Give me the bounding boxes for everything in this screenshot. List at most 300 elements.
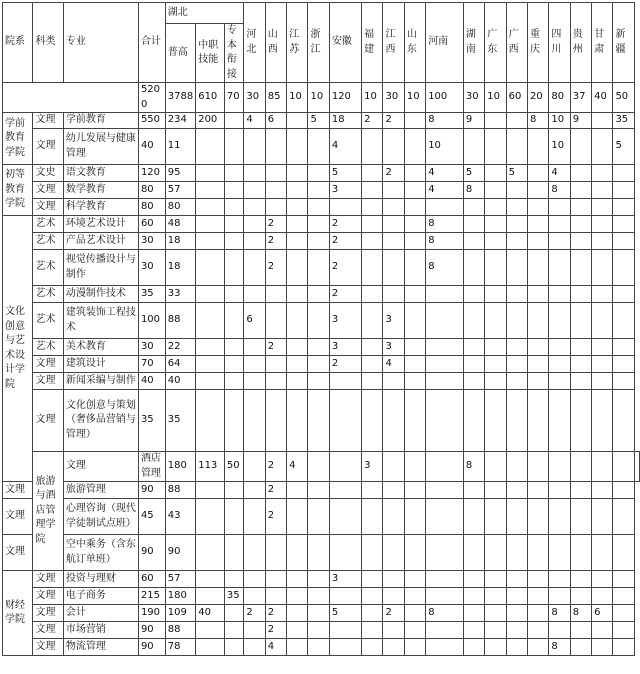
value-cell xyxy=(549,250,570,286)
value-cell xyxy=(287,233,308,250)
value-cell xyxy=(362,250,383,286)
value-cell xyxy=(362,482,383,499)
value-cell xyxy=(506,250,527,286)
value-cell: 30 xyxy=(138,233,165,250)
value-cell: 113 xyxy=(196,452,225,482)
header-row xyxy=(3,3,640,24)
value-cell xyxy=(308,499,329,535)
value-cell xyxy=(265,286,286,303)
value-cell xyxy=(362,639,383,656)
value-cell: 8 xyxy=(463,452,484,482)
totals-label-blank xyxy=(3,83,139,113)
major-cell: 心理咨询（现代学徒制试点班） xyxy=(63,499,138,535)
value-cell xyxy=(570,482,591,499)
value-cell: 2 xyxy=(329,233,361,250)
value-cell xyxy=(362,535,383,571)
type-cell: 文理 xyxy=(33,390,63,452)
value-cell: 2 xyxy=(329,250,361,286)
value-cell xyxy=(404,286,425,303)
value-cell xyxy=(383,286,404,303)
major-cell: 美术教育 xyxy=(63,339,138,356)
type-cell: 艺术 xyxy=(33,303,63,339)
value-cell xyxy=(528,165,549,182)
table-row xyxy=(3,233,640,250)
header-province: 福建 xyxy=(362,3,383,83)
value-cell: 90 xyxy=(165,535,195,571)
value-cell xyxy=(549,499,570,535)
value-cell xyxy=(329,482,361,499)
value-cell xyxy=(224,356,244,373)
value-cell xyxy=(592,571,613,588)
total-value: 10 xyxy=(485,83,506,113)
value-cell xyxy=(570,390,591,452)
value-cell xyxy=(287,588,308,605)
value-cell xyxy=(506,233,527,250)
value-cell xyxy=(463,250,484,286)
value-cell xyxy=(485,199,506,216)
header-total: 合计 xyxy=(138,3,165,83)
value-cell xyxy=(404,499,425,535)
value-cell xyxy=(592,356,613,373)
value-cell xyxy=(485,639,506,656)
value-cell xyxy=(244,286,265,303)
value-cell xyxy=(383,373,404,390)
value-cell xyxy=(383,571,404,588)
value-cell: 5 xyxy=(308,113,329,129)
table-row xyxy=(3,588,640,605)
type-cell: 文理 xyxy=(33,622,63,639)
value-cell xyxy=(383,499,404,535)
value-cell xyxy=(549,571,570,588)
value-cell: 8 xyxy=(426,605,464,622)
value-cell: 8 xyxy=(463,182,484,199)
value-cell xyxy=(224,199,244,216)
header-college: 院系 xyxy=(3,3,33,83)
header-province: 河南 xyxy=(426,3,464,83)
value-cell xyxy=(287,482,308,499)
value-cell: 4 xyxy=(329,129,361,165)
value-cell xyxy=(592,286,613,303)
major-cell: 科学教育 xyxy=(63,199,138,216)
value-cell: 3 xyxy=(383,303,404,339)
value-cell: 180 xyxy=(165,452,195,482)
value-cell xyxy=(244,182,265,199)
value-cell xyxy=(528,129,549,165)
value-cell: 80 xyxy=(138,182,165,199)
value-cell xyxy=(549,588,570,605)
value-cell xyxy=(570,129,591,165)
value-cell xyxy=(463,571,484,588)
value-cell xyxy=(383,129,404,165)
value-cell xyxy=(528,605,549,622)
value-cell xyxy=(244,482,265,499)
value-cell xyxy=(592,499,613,535)
value-cell: 88 xyxy=(165,482,195,499)
value-cell xyxy=(196,499,225,535)
value-cell: 9 xyxy=(463,113,484,129)
value-cell xyxy=(287,373,308,390)
value-cell xyxy=(265,588,286,605)
value-cell xyxy=(224,390,244,452)
value-cell: 200 xyxy=(196,113,225,129)
value-cell xyxy=(613,605,635,622)
value-cell xyxy=(613,233,635,250)
value-cell xyxy=(196,216,225,233)
value-cell xyxy=(506,535,527,571)
table-row xyxy=(3,182,640,199)
value-cell xyxy=(196,129,225,165)
major-cell: 空中乘务（含东航订单班） xyxy=(63,535,138,571)
value-cell: 35 xyxy=(165,390,195,452)
value-cell xyxy=(404,113,425,129)
value-cell xyxy=(244,639,265,656)
value-cell xyxy=(383,216,404,233)
value-cell xyxy=(362,356,383,373)
enrollment-plan-table xyxy=(2,2,640,656)
value-cell xyxy=(463,588,484,605)
value-cell xyxy=(613,199,635,216)
value-cell xyxy=(592,113,613,129)
value-cell xyxy=(287,499,308,535)
value-cell: 2 xyxy=(329,286,361,303)
value-cell xyxy=(308,588,329,605)
value-cell xyxy=(308,199,329,216)
value-cell: 8 xyxy=(570,605,591,622)
total-value: 120 xyxy=(329,83,361,113)
value-cell xyxy=(570,535,591,571)
header-province: 河北 xyxy=(244,3,265,83)
value-cell: 8 xyxy=(426,216,464,233)
value-cell xyxy=(570,165,591,182)
value-cell xyxy=(196,182,225,199)
value-cell xyxy=(404,571,425,588)
value-cell xyxy=(426,571,464,588)
value-cell: 190 xyxy=(138,605,165,622)
header-province: 山西 xyxy=(265,3,286,83)
value-cell xyxy=(404,622,425,639)
value-cell xyxy=(287,622,308,639)
value-cell xyxy=(265,129,286,165)
value-cell xyxy=(224,339,244,356)
value-cell xyxy=(570,339,591,356)
college-cell: 财经学院 xyxy=(3,571,33,656)
value-cell xyxy=(592,373,613,390)
value-cell xyxy=(224,482,244,499)
value-cell xyxy=(224,216,244,233)
major-cell: 数学教育 xyxy=(63,182,138,199)
total-value: 60 xyxy=(506,83,527,113)
value-cell xyxy=(463,482,484,499)
value-cell: 215 xyxy=(138,588,165,605)
table-row xyxy=(3,535,640,571)
value-cell xyxy=(329,452,361,482)
value-cell xyxy=(362,390,383,452)
header-province: 浙江 xyxy=(308,3,329,83)
value-cell xyxy=(506,639,527,656)
value-cell xyxy=(244,571,265,588)
value-cell xyxy=(244,452,265,482)
college-cell: 学前教育学院 xyxy=(3,113,33,165)
value-cell xyxy=(426,303,464,339)
value-cell: 60 xyxy=(138,571,165,588)
value-cell xyxy=(463,622,484,639)
value-cell: 109 xyxy=(165,605,195,622)
value-cell xyxy=(570,233,591,250)
value-cell xyxy=(613,356,635,373)
type-cell: 文理 xyxy=(33,639,63,656)
value-cell: 35 xyxy=(224,588,244,605)
value-cell xyxy=(613,639,635,656)
major-cell: 环境艺术设计 xyxy=(63,216,138,233)
value-cell: 4 xyxy=(287,452,308,482)
value-cell: 57 xyxy=(165,182,195,199)
type-cell: 文理 xyxy=(33,373,63,390)
value-cell xyxy=(463,233,484,250)
value-cell: 5 xyxy=(463,165,484,182)
value-cell: 2 xyxy=(265,339,286,356)
value-cell xyxy=(426,482,464,499)
value-cell xyxy=(383,639,404,656)
total-value: 30 xyxy=(463,83,484,113)
table-body xyxy=(3,3,640,656)
value-cell xyxy=(329,622,361,639)
value-cell: 50 xyxy=(224,452,244,482)
value-cell: 18 xyxy=(329,113,361,129)
value-cell xyxy=(308,303,329,339)
value-cell xyxy=(485,482,506,499)
value-cell xyxy=(506,605,527,622)
value-cell: 60 xyxy=(138,216,165,233)
value-cell xyxy=(463,216,484,233)
value-cell xyxy=(404,390,425,452)
value-cell xyxy=(485,250,506,286)
value-cell xyxy=(383,482,404,499)
value-cell: 4 xyxy=(549,165,570,182)
value-cell: 4 xyxy=(426,182,464,199)
type-cell: 文理 xyxy=(33,199,63,216)
value-cell: 2 xyxy=(265,452,286,482)
value-cell xyxy=(426,339,464,356)
value-cell xyxy=(635,452,640,482)
value-cell xyxy=(308,233,329,250)
table-row xyxy=(3,250,640,286)
value-cell xyxy=(426,622,464,639)
value-cell: 120 xyxy=(138,165,165,182)
value-cell xyxy=(570,199,591,216)
value-cell: 3 xyxy=(329,303,361,339)
value-cell xyxy=(463,639,484,656)
value-cell: 2 xyxy=(244,605,265,622)
major-cell: 会计 xyxy=(63,605,138,622)
value-cell xyxy=(485,605,506,622)
value-cell xyxy=(506,390,527,452)
value-cell xyxy=(613,165,635,182)
value-cell: 90 xyxy=(138,535,165,571)
value-cell xyxy=(404,129,425,165)
table-row xyxy=(3,452,640,482)
value-cell xyxy=(404,535,425,571)
type-cell: 文理 xyxy=(33,571,63,588)
value-cell xyxy=(426,499,464,535)
value-cell xyxy=(506,113,527,129)
value-cell: 5 xyxy=(329,605,361,622)
value-cell xyxy=(463,303,484,339)
value-cell xyxy=(287,113,308,129)
value-cell xyxy=(613,182,635,199)
value-cell xyxy=(224,373,244,390)
value-cell xyxy=(383,535,404,571)
value-cell xyxy=(287,182,308,199)
value-cell xyxy=(613,482,635,499)
value-cell xyxy=(592,339,613,356)
value-cell xyxy=(287,356,308,373)
value-cell xyxy=(463,339,484,356)
value-cell xyxy=(592,199,613,216)
value-cell xyxy=(528,216,549,233)
value-cell: 8 xyxy=(549,639,570,656)
value-cell xyxy=(506,182,527,199)
total-value: 37 xyxy=(570,83,591,113)
value-cell xyxy=(485,373,506,390)
value-cell xyxy=(549,390,570,452)
value-cell xyxy=(613,303,635,339)
value-cell xyxy=(383,250,404,286)
value-cell xyxy=(506,216,527,233)
major-cell: 新闻采编与制作 xyxy=(63,373,138,390)
value-cell xyxy=(362,216,383,233)
value-cell: 550 xyxy=(138,113,165,129)
major-cell: 酒店管理 xyxy=(138,452,165,482)
value-cell xyxy=(308,216,329,233)
value-cell xyxy=(570,373,591,390)
value-cell xyxy=(485,588,506,605)
value-cell xyxy=(506,588,527,605)
value-cell xyxy=(196,339,225,356)
value-cell xyxy=(308,129,329,165)
value-cell xyxy=(528,535,549,571)
type-cell: 文理 xyxy=(33,113,63,129)
value-cell: 8 xyxy=(426,233,464,250)
value-cell xyxy=(244,339,265,356)
value-cell xyxy=(362,588,383,605)
value-cell xyxy=(287,216,308,233)
value-cell xyxy=(549,622,570,639)
value-cell: 9 xyxy=(570,113,591,129)
value-cell xyxy=(592,452,613,482)
value-cell xyxy=(308,339,329,356)
value-cell: 100 xyxy=(138,303,165,339)
value-cell xyxy=(485,216,506,233)
header-hubei-sub: 中职技能 xyxy=(196,24,225,83)
value-cell xyxy=(549,373,570,390)
value-cell xyxy=(244,199,265,216)
value-cell xyxy=(528,588,549,605)
value-cell xyxy=(244,535,265,571)
value-cell xyxy=(196,233,225,250)
value-cell xyxy=(308,165,329,182)
value-cell: 5 xyxy=(329,165,361,182)
value-cell xyxy=(308,452,329,482)
value-cell: 40 xyxy=(196,605,225,622)
value-cell xyxy=(244,356,265,373)
value-cell xyxy=(506,356,527,373)
value-cell xyxy=(426,373,464,390)
value-cell: 45 xyxy=(138,499,165,535)
type-cell: 艺术 xyxy=(33,250,63,286)
major-cell: 投资与理财 xyxy=(63,571,138,588)
total-value: 10 xyxy=(404,83,425,113)
value-cell xyxy=(506,499,527,535)
value-cell: 2 xyxy=(383,113,404,129)
value-cell xyxy=(404,452,425,482)
value-cell xyxy=(224,129,244,165)
value-cell xyxy=(265,373,286,390)
value-cell: 10 xyxy=(426,129,464,165)
value-cell: 3 xyxy=(329,339,361,356)
value-cell xyxy=(224,165,244,182)
value-cell xyxy=(196,165,225,182)
value-cell xyxy=(404,233,425,250)
value-cell xyxy=(308,250,329,286)
value-cell xyxy=(570,639,591,656)
value-cell xyxy=(570,588,591,605)
value-cell: 35 xyxy=(613,113,635,129)
value-cell: 64 xyxy=(165,356,195,373)
major-cell: 幼儿发展与健康管理 xyxy=(63,129,138,165)
value-cell xyxy=(570,452,591,482)
value-cell xyxy=(485,535,506,571)
value-cell xyxy=(308,482,329,499)
value-cell xyxy=(506,482,527,499)
header-province: 安徽 xyxy=(329,3,361,83)
type-cell: 文理 xyxy=(33,605,63,622)
major-cell: 旅游管理 xyxy=(63,482,138,499)
value-cell xyxy=(308,535,329,571)
type-cell: 文理 xyxy=(33,356,63,373)
value-cell xyxy=(528,390,549,452)
value-cell: 43 xyxy=(165,499,195,535)
total-value: 50 xyxy=(613,83,635,113)
value-cell xyxy=(287,639,308,656)
type-cell: 文理 xyxy=(33,129,63,165)
value-cell xyxy=(613,588,635,605)
value-cell: 40 xyxy=(138,129,165,165)
value-cell xyxy=(287,303,308,339)
value-cell: 40 xyxy=(165,373,195,390)
value-cell: 2 xyxy=(329,216,361,233)
value-cell xyxy=(224,113,244,129)
value-cell: 10 xyxy=(549,129,570,165)
value-cell: 80 xyxy=(138,199,165,216)
value-cell xyxy=(485,233,506,250)
table-row xyxy=(3,499,640,535)
value-cell: 88 xyxy=(165,622,195,639)
value-cell xyxy=(549,356,570,373)
value-cell: 2 xyxy=(362,113,383,129)
major-cell: 物流管理 xyxy=(63,639,138,656)
value-cell xyxy=(570,622,591,639)
type-cell: 艺术 xyxy=(33,339,63,356)
value-cell xyxy=(592,165,613,182)
value-cell xyxy=(196,286,225,303)
value-cell xyxy=(196,373,225,390)
value-cell xyxy=(570,571,591,588)
value-cell: 5 xyxy=(506,165,527,182)
value-cell xyxy=(224,605,244,622)
type-cell: 艺术 xyxy=(33,233,63,250)
value-cell xyxy=(570,499,591,535)
header-province: 新疆 xyxy=(613,3,635,83)
